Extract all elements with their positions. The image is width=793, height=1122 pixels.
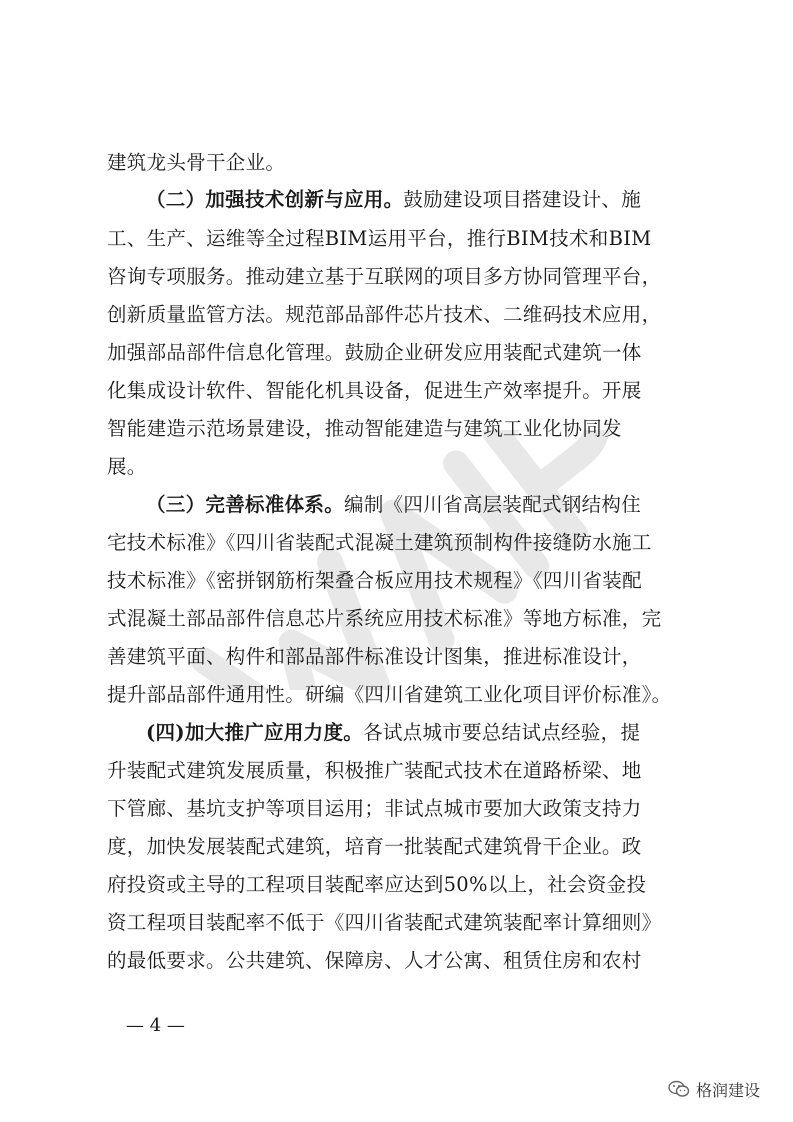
text-line: 化集成设计软件、智能化机具设备，促进生产效率提升。开展	[107, 379, 642, 402]
brand-badge[interactable]	[668, 1077, 760, 1101]
text-line: 度，加快发展装配式建筑，培育一批装配式建筑骨干企业。政	[107, 835, 642, 858]
text-line: 式混凝土部品部件信息芯片系统应用技术标准》等地方标准，完	[107, 607, 662, 630]
section-text: 编制《四川省高层装配式钢结构住	[344, 493, 642, 516]
section-heading: (四)加大推广应用力度。	[146, 721, 364, 744]
text-line: 宅技术标准》《四川省装配式混凝土建筑预制构件接缝防水施工	[107, 531, 652, 554]
section-heading: （二）加强技术创新与应用。	[146, 188, 404, 211]
text-line: 下管廊、基坑支护等项目运用；非试点城市要加大政策支持力	[107, 797, 642, 820]
text-line: 智能建造示范场景建设，推动智能建造与建筑工业化协同发	[107, 417, 622, 440]
text-line: 咨询专项服务。推动建立基于互联网的项目多方协同管理平台，	[107, 265, 662, 288]
text-line: 提升部品部件通用性。研编《四川省建筑工业化项目评价标准》。	[107, 683, 672, 706]
text-line: 工、生产、运维等全过程BIM运用平台，推行BIM技术和BIM	[107, 227, 652, 250]
text-line: 升装配式建筑发展质量，积极推广装配式技术在道路桥梁、地	[107, 759, 642, 782]
section-4-first-line	[107, 719, 697, 747]
section-heading: （三）完善标准体系。	[146, 493, 345, 516]
section-3-first-line	[107, 491, 697, 519]
text-line: 加强部品部件信息化管理。鼓励企业研发应用装配式建筑一体	[107, 341, 642, 364]
text-line: 资工程项目装配率不低于《四川省装配式建筑装配率计算细则》	[107, 911, 662, 934]
section-text: 鼓励建设项目搭建设计、施	[403, 188, 642, 211]
text-line: 的最低要求。公共建筑、保障房、人才公寓、租赁住房和农村	[107, 949, 642, 972]
section-2-first-line	[107, 186, 697, 214]
text-line: 善建筑平面、构件和部品部件标准设计图集，推进标准设计，	[107, 645, 642, 668]
text-line: 展。	[107, 455, 147, 478]
text-line: 建筑龙头骨干企业。	[107, 151, 286, 174]
text-line: 技术标准》《密拼钢筋桁架叠合板应用技术规程》《四川省装配	[107, 569, 642, 592]
page-number: — 4 —	[126, 1015, 185, 1036]
text-line: 府投资或主导的工程项目装配率应达到50%以上，社会资金投	[107, 873, 647, 896]
wechat-icon	[668, 1080, 690, 1098]
brand-name: 格润建设	[696, 1080, 761, 1100]
section-text: 各试点城市要总结试点经验，提	[363, 721, 641, 744]
text-line: 创新质量监管方法。规范部品部件芯片技术、二维码技术应用，	[107, 303, 662, 326]
